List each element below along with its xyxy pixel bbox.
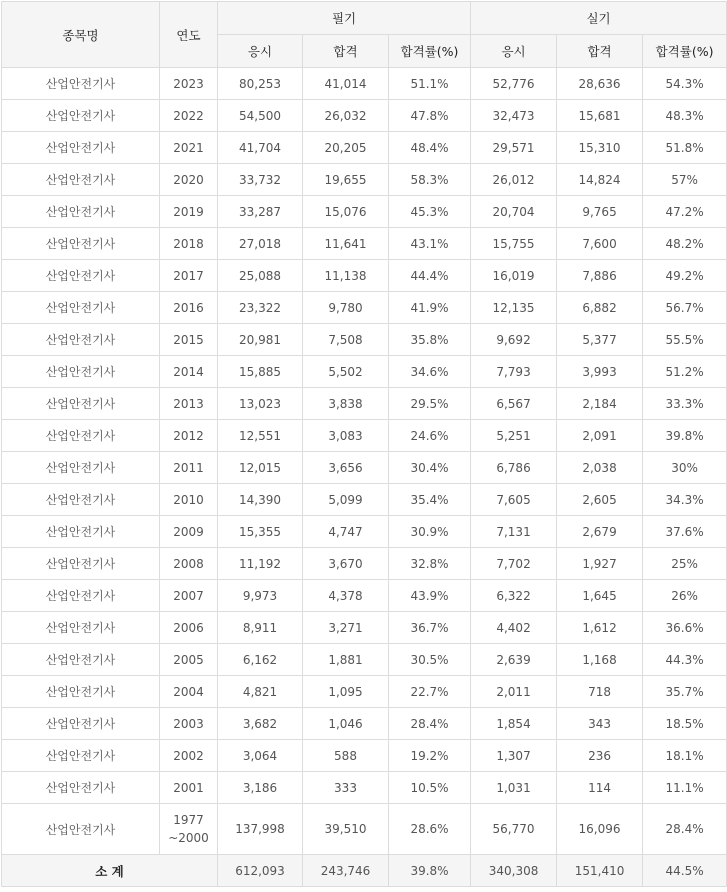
cell-practical-passed: 5,377 [557,324,643,356]
cell-practical-rate: 30% [643,452,727,484]
cell-name: 산업안전기사 [2,324,160,356]
cell-name: 산업안전기사 [2,228,160,260]
cell-practical-applicants: 52,776 [471,68,557,100]
cell-practical-applicants: 15,755 [471,228,557,260]
cell-name: 산업안전기사 [2,420,160,452]
cell-written-passed: 19,655 [303,164,389,196]
header-written: 필기 [218,2,471,35]
cell-written-applicants: 137,998 [218,804,303,855]
cell-name: 산업안전기사 [2,644,160,676]
cell-practical-passed: 2,038 [557,452,643,484]
cell-practical-rate: 48.2% [643,228,727,260]
header-row-top [2,2,727,35]
cell-name: 산업안전기사 [2,772,160,804]
cell-written-rate: 28.6% [389,804,471,855]
cell-written-passed: 1,881 [303,644,389,676]
cell-written-passed: 5,502 [303,356,389,388]
cell-year: 2013 [160,388,218,420]
cell-written-rate: 29.5% [389,388,471,420]
cell-practical-rate: 54.3% [643,68,727,100]
cell-year-line1: 1977 [173,813,204,827]
cell-year: 2015 [160,324,218,356]
cell-practical-applicants: 7,702 [471,548,557,580]
cell-practical-rate: 57% [643,164,727,196]
cell-name: 산업안전기사 [2,164,160,196]
cell-year: 2009 [160,516,218,548]
cell-year: 2018 [160,228,218,260]
table-row [2,708,727,740]
cell-written-passed: 3,656 [303,452,389,484]
cell-name: 산업안전기사 [2,804,160,855]
cell-name: 산업안전기사 [2,708,160,740]
cell-name: 산업안전기사 [2,740,160,772]
table-row [2,644,727,676]
cell-practical-applicants: 26,012 [471,164,557,196]
cell-practical-rate: 48.3% [643,100,727,132]
table-row [2,260,727,292]
cell-written-applicants: 23,322 [218,292,303,324]
cell-written-rate: 41.9% [389,292,471,324]
header-year: 연도 [160,2,218,68]
table-row [2,548,727,580]
cell-practical-passed: 1,168 [557,644,643,676]
table-row [2,452,727,484]
cell-practical-passed: 3,993 [557,356,643,388]
cell-written-rate: 30.5% [389,644,471,676]
total-written-passed: 243,746 [303,855,389,887]
cell-practical-rate: 37.6% [643,516,727,548]
table-row [2,228,727,260]
cell-practical-rate: 34.3% [643,484,727,516]
cell-written-rate: 22.7% [389,676,471,708]
cell-practical-applicants: 6,786 [471,452,557,484]
cell-practical-rate: 25% [643,548,727,580]
header-name: 종목명 [2,2,160,68]
cell-year-line2: ~2000 [168,831,209,845]
cell-written-applicants: 15,355 [218,516,303,548]
cell-written-rate: 43.9% [389,580,471,612]
cell-year: 2006 [160,612,218,644]
cell-practical-rate: 44.3% [643,644,727,676]
cell-year: 2004 [160,676,218,708]
cell-written-applicants: 20,981 [218,324,303,356]
cell-year: 2002 [160,740,218,772]
cell-practical-applicants: 4,402 [471,612,557,644]
cell-practical-applicants: 56,770 [471,804,557,855]
cell-written-applicants: 12,551 [218,420,303,452]
cell-written-applicants: 3,064 [218,740,303,772]
cell-written-passed: 41,014 [303,68,389,100]
cell-written-applicants: 14,390 [218,484,303,516]
table-row [2,292,727,324]
cell-name: 산업안전기사 [2,388,160,420]
cell-name: 산업안전기사 [2,484,160,516]
cell-name: 산업안전기사 [2,132,160,164]
cell-practical-passed: 6,882 [557,292,643,324]
total-written-rate: 39.8% [389,855,471,887]
cell-practical-rate: 51.2% [643,356,727,388]
header-written-rate: 합격률(%) [389,35,471,68]
cell-written-applicants: 54,500 [218,100,303,132]
cell-year: 2020 [160,164,218,196]
cell-year: 2001 [160,772,218,804]
cell-year: 2021 [160,132,218,164]
cell-written-applicants: 3,186 [218,772,303,804]
cell-written-passed: 1,095 [303,676,389,708]
cell-written-rate: 10.5% [389,772,471,804]
cell-written-passed: 5,099 [303,484,389,516]
cell-written-applicants: 80,253 [218,68,303,100]
cell-year: 2023 [160,68,218,100]
cell-name: 산업안전기사 [2,676,160,708]
cell-practical-passed: 2,679 [557,516,643,548]
cell-name: 산업안전기사 [2,196,160,228]
cell-practical-passed: 1,645 [557,580,643,612]
cell-written-passed: 3,670 [303,548,389,580]
cell-written-passed: 4,747 [303,516,389,548]
cell-name: 산업안전기사 [2,292,160,324]
cell-written-passed: 39,510 [303,804,389,855]
cell-practical-passed: 2,605 [557,484,643,516]
cell-written-rate: 51.1% [389,68,471,100]
cell-written-passed: 3,838 [303,388,389,420]
exam-statistics-table [1,1,727,887]
cell-practical-rate: 55.5% [643,324,727,356]
cell-practical-passed: 28,636 [557,68,643,100]
cell-name: 산업안전기사 [2,548,160,580]
cell-practical-rate: 49.2% [643,260,727,292]
table-row [2,420,727,452]
table-row [2,612,727,644]
cell-practical-rate: 35.7% [643,676,727,708]
cell-practical-rate: 36.6% [643,612,727,644]
table-row [2,324,727,356]
cell-written-rate: 48.4% [389,132,471,164]
cell-practical-applicants: 29,571 [471,132,557,164]
cell-written-passed: 4,378 [303,580,389,612]
cell-practical-rate: 56.7% [643,292,727,324]
cell-year: 2022 [160,100,218,132]
cell-practical-passed: 114 [557,772,643,804]
cell-written-applicants: 4,821 [218,676,303,708]
header-practical: 실기 [471,2,727,35]
cell-practical-applicants: 5,251 [471,420,557,452]
cell-written-applicants: 41,704 [218,132,303,164]
cell-practical-rate: 28.4% [643,804,727,855]
cell-name: 산업안전기사 [2,580,160,612]
total-row [2,855,727,887]
cell-written-rate: 28.4% [389,708,471,740]
table-row [2,772,727,804]
table-row [2,580,727,612]
cell-written-rate: 36.7% [389,612,471,644]
cell-practical-applicants: 6,567 [471,388,557,420]
table-row [2,68,727,100]
cell-written-rate: 43.1% [389,228,471,260]
cell-practical-applicants: 7,605 [471,484,557,516]
cell-practical-passed: 343 [557,708,643,740]
cell-name: 산업안전기사 [2,100,160,132]
cell-practical-passed: 1,927 [557,548,643,580]
cell-year: 2010 [160,484,218,516]
cell-practical-applicants: 6,322 [471,580,557,612]
cell-practical-passed: 7,886 [557,260,643,292]
cell-written-applicants: 15,885 [218,356,303,388]
table-row [2,100,727,132]
table-row [2,804,727,855]
cell-practical-applicants: 9,692 [471,324,557,356]
table-row [2,196,727,228]
cell-written-passed: 1,046 [303,708,389,740]
cell-written-rate: 19.2% [389,740,471,772]
cell-practical-passed: 16,096 [557,804,643,855]
cell-practical-applicants: 2,011 [471,676,557,708]
cell-practical-rate: 33.3% [643,388,727,420]
cell-written-passed: 3,083 [303,420,389,452]
cell-written-applicants: 9,973 [218,580,303,612]
cell-written-passed: 15,076 [303,196,389,228]
cell-practical-passed: 15,310 [557,132,643,164]
cell-year: 2003 [160,708,218,740]
total-label: 소 계 [2,855,218,887]
cell-written-applicants: 33,287 [218,196,303,228]
table-row [2,676,727,708]
cell-written-rate: 58.3% [389,164,471,196]
cell-year: 2005 [160,644,218,676]
cell-practical-passed: 9,765 [557,196,643,228]
table-row [2,740,727,772]
cell-practical-applicants: 1,031 [471,772,557,804]
cell-written-passed: 7,508 [303,324,389,356]
cell-written-applicants: 13,023 [218,388,303,420]
table-row [2,164,727,196]
table-row [2,388,727,420]
cell-practical-applicants: 20,704 [471,196,557,228]
cell-written-applicants: 3,682 [218,708,303,740]
total-written-applicants: 612,093 [218,855,303,887]
cell-written-rate: 45.3% [389,196,471,228]
cell-year: 2017 [160,260,218,292]
cell-practical-rate: 39.8% [643,420,727,452]
cell-written-applicants: 11,192 [218,548,303,580]
cell-written-passed: 26,032 [303,100,389,132]
cell-year: 2008 [160,548,218,580]
cell-written-rate: 30.4% [389,452,471,484]
cell-written-rate: 24.6% [389,420,471,452]
cell-written-rate: 30.9% [389,516,471,548]
header-written-passed: 합격 [303,35,389,68]
cell-name: 산업안전기사 [2,516,160,548]
cell-name: 산업안전기사 [2,68,160,100]
cell-name: 산업안전기사 [2,612,160,644]
header-written-applicants: 응시 [218,35,303,68]
table-row [2,516,727,548]
cell-written-rate: 44.4% [389,260,471,292]
cell-practical-rate: 51.8% [643,132,727,164]
cell-practical-passed: 15,681 [557,100,643,132]
cell-written-applicants: 6,162 [218,644,303,676]
cell-written-rate: 32.8% [389,548,471,580]
header-practical-applicants: 응시 [471,35,557,68]
table-row [2,132,727,164]
cell-practical-rate: 11.1% [643,772,727,804]
cell-written-passed: 333 [303,772,389,804]
cell-name: 산업안전기사 [2,260,160,292]
header-practical-passed: 합격 [557,35,643,68]
cell-year: 2014 [160,356,218,388]
cell-written-passed: 20,205 [303,132,389,164]
cell-practical-applicants: 1,307 [471,740,557,772]
cell-practical-applicants: 16,019 [471,260,557,292]
cell-written-applicants: 12,015 [218,452,303,484]
cell-written-applicants: 8,911 [218,612,303,644]
header-practical-rate: 합격률(%) [643,35,727,68]
cell-written-rate: 34.6% [389,356,471,388]
cell-written-rate: 47.8% [389,100,471,132]
cell-written-applicants: 27,018 [218,228,303,260]
total-practical-rate: 44.5% [643,855,727,887]
cell-year: 2019 [160,196,218,228]
cell-practical-passed: 2,091 [557,420,643,452]
cell-year [160,804,218,855]
cell-practical-passed: 7,600 [557,228,643,260]
cell-name: 산업안전기사 [2,452,160,484]
cell-practical-rate: 18.1% [643,740,727,772]
total-practical-passed: 151,410 [557,855,643,887]
total-practical-applicants: 340,308 [471,855,557,887]
cell-practical-applicants: 7,793 [471,356,557,388]
cell-practical-rate: 18.5% [643,708,727,740]
cell-written-rate: 35.8% [389,324,471,356]
cell-written-rate: 35.4% [389,484,471,516]
cell-practical-passed: 236 [557,740,643,772]
cell-year: 2012 [160,420,218,452]
cell-practical-passed: 718 [557,676,643,708]
cell-practical-passed: 14,824 [557,164,643,196]
cell-written-passed: 588 [303,740,389,772]
cell-practical-applicants: 2,639 [471,644,557,676]
cell-written-applicants: 33,732 [218,164,303,196]
cell-year: 2016 [160,292,218,324]
table-row [2,484,727,516]
cell-practical-rate: 26% [643,580,727,612]
cell-practical-applicants: 12,135 [471,292,557,324]
cell-practical-applicants: 32,473 [471,100,557,132]
cell-name: 산업안전기사 [2,356,160,388]
cell-written-passed: 9,780 [303,292,389,324]
cell-practical-rate: 47.2% [643,196,727,228]
cell-written-passed: 11,138 [303,260,389,292]
cell-practical-applicants: 1,854 [471,708,557,740]
cell-written-applicants: 25,088 [218,260,303,292]
cell-written-passed: 11,641 [303,228,389,260]
table-row [2,356,727,388]
cell-year: 2011 [160,452,218,484]
cell-year: 2007 [160,580,218,612]
cell-written-passed: 3,271 [303,612,389,644]
cell-practical-applicants: 7,131 [471,516,557,548]
cell-practical-passed: 2,184 [557,388,643,420]
cell-practical-passed: 1,612 [557,612,643,644]
